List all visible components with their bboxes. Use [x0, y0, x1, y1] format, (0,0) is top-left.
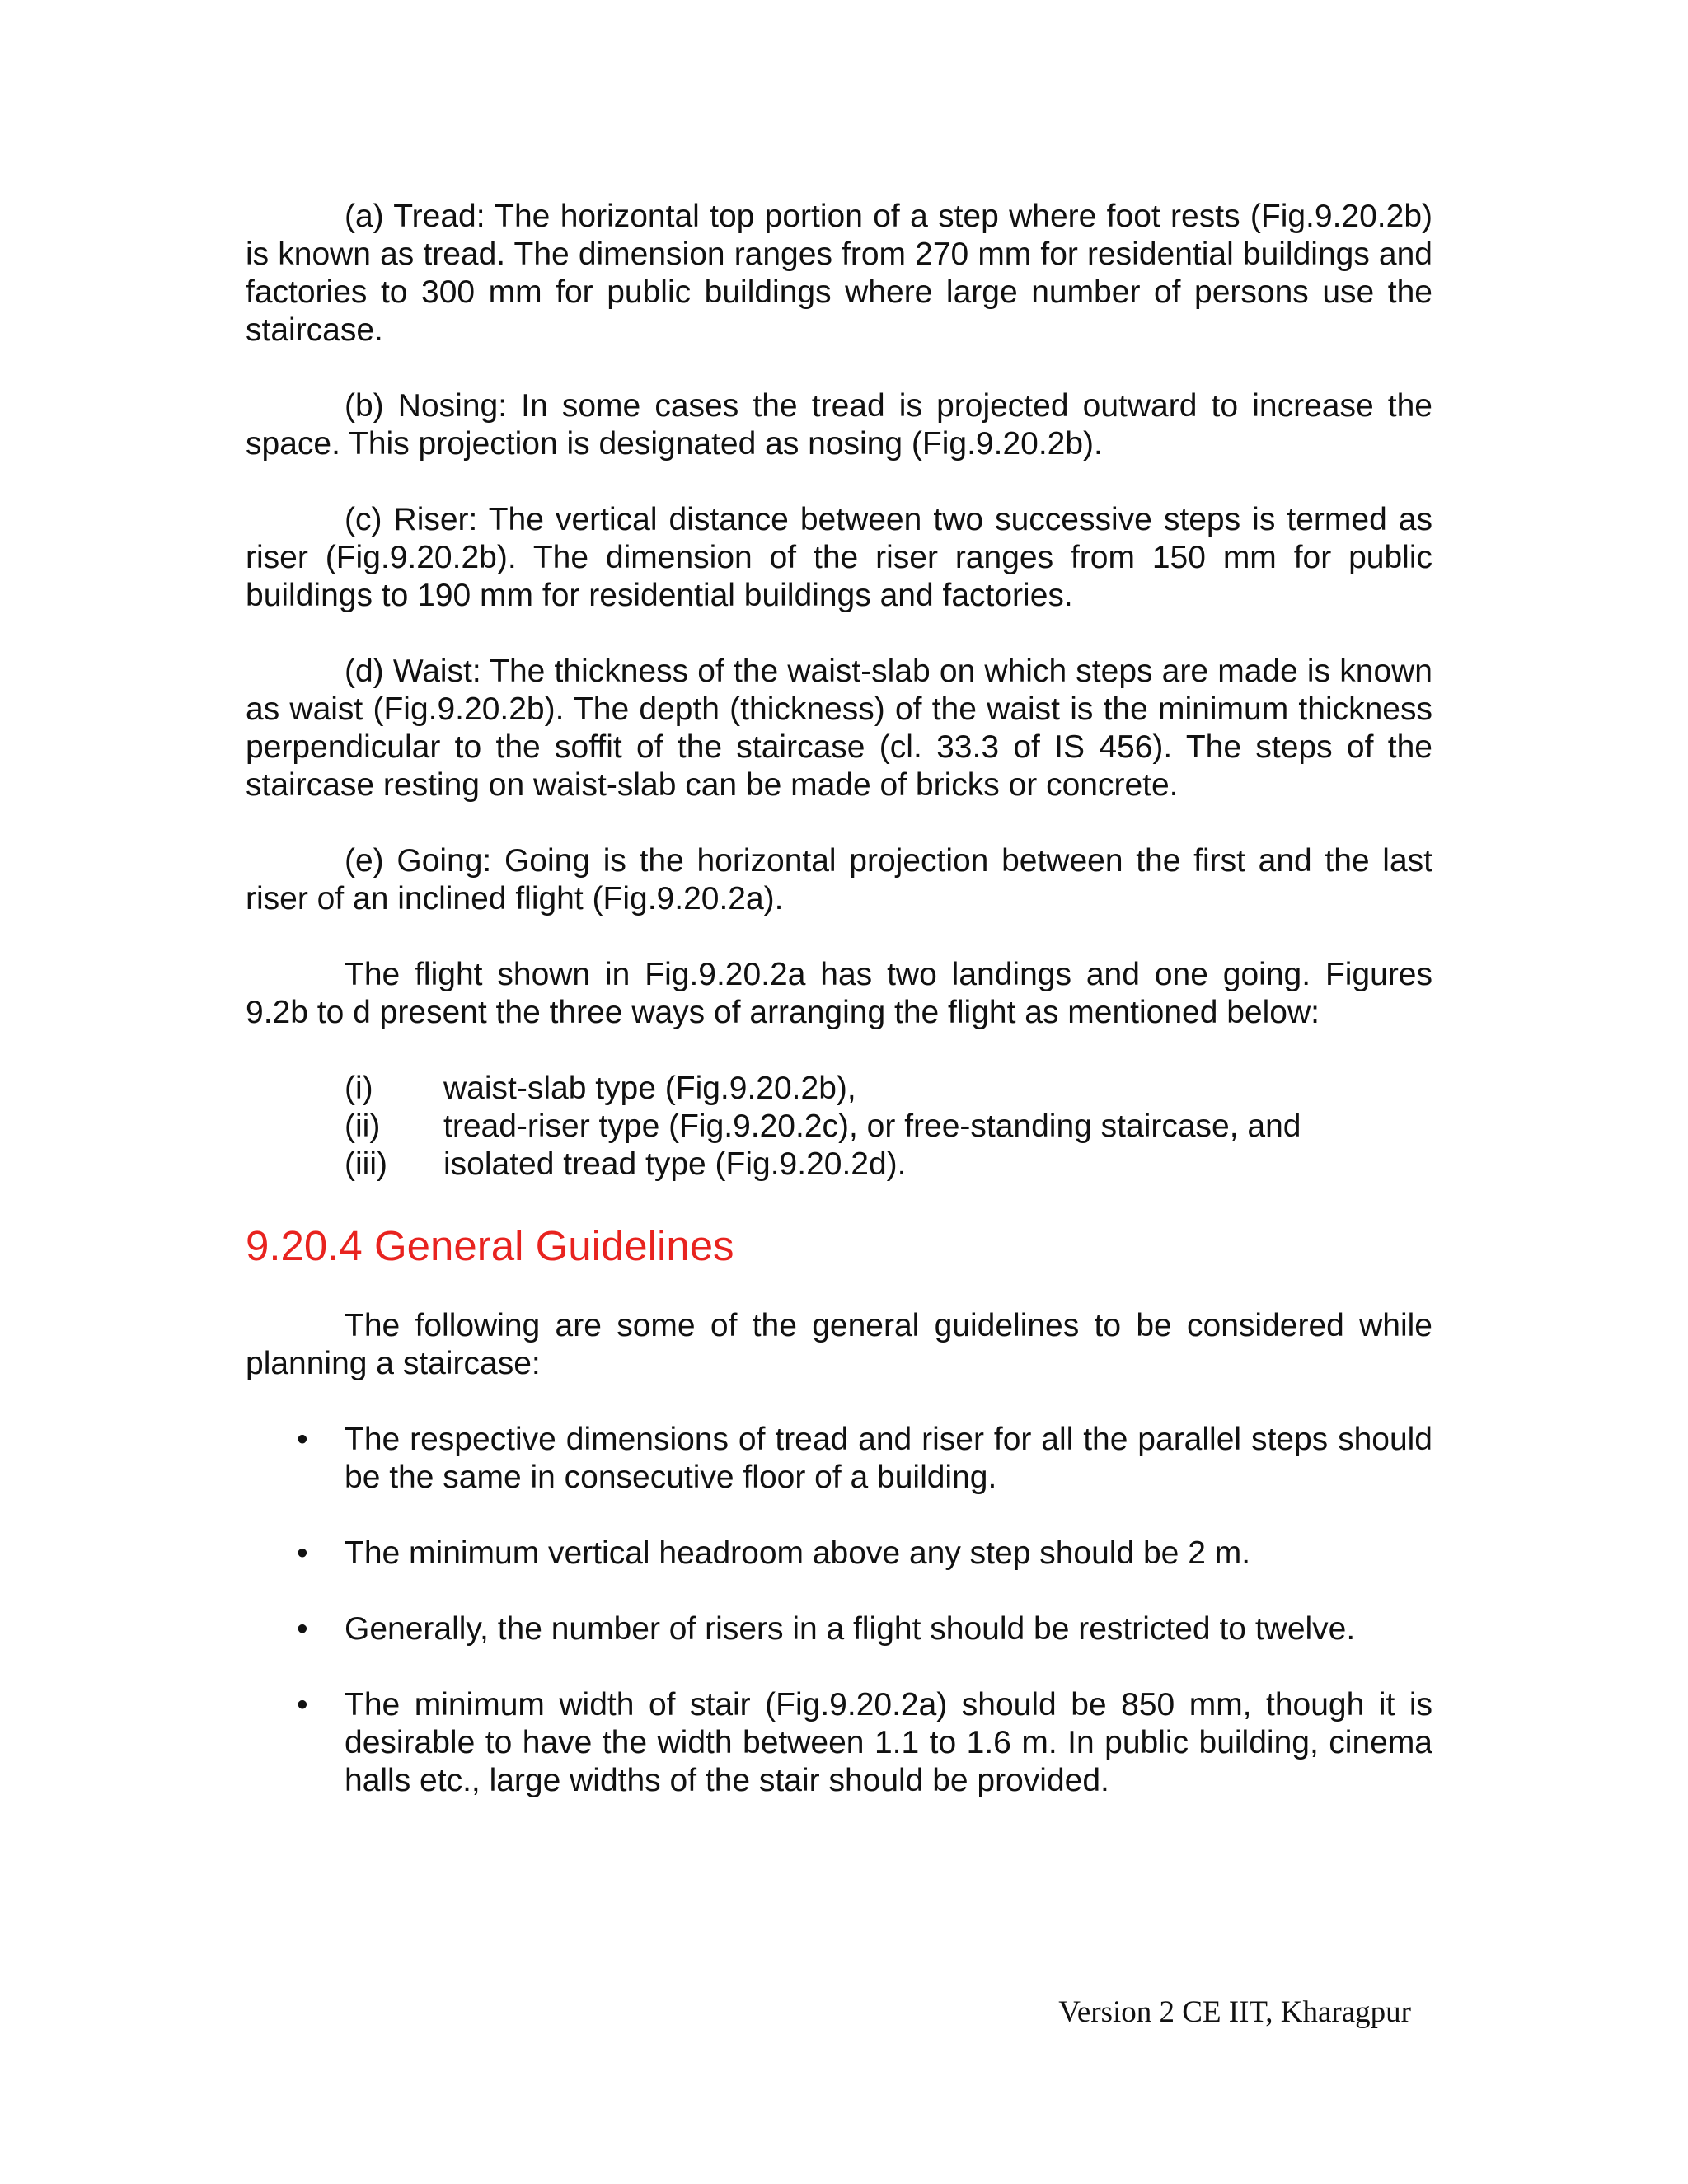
guidelines-list	[246, 1421, 1432, 1800]
flight-types-list	[246, 1070, 1432, 1183]
list-item	[246, 1146, 1432, 1183]
paragraph-waist: (d) Waist: The thickness of the waist-slab on which steps are made is known as waist (Fig.9.20.2b). The depth (thickness) of the waist is the minimum thickness perpendicular to the soffit of the staircase (cl. 33.3 of IS 456). The steps of the staircase resting on waist-slab can be made of bricks or concrete.	[246, 654, 1432, 803]
list-item	[246, 1421, 1432, 1497]
list-item-number: (i)	[345, 1071, 373, 1106]
page-footer: Version 2 CE IIT, Kharagpur	[1058, 1995, 1411, 2029]
bullet-icon: •	[297, 1535, 308, 1571]
bullet-icon: •	[297, 1422, 308, 1457]
list-item-text: The minimum width of stair (Fig.9.20.2a) should be 850 mm, though it is desirable to have the width between 1.1 to 1.6 m. In public building, cinema halls etc., large widths of the stair should be provided.	[345, 1687, 1432, 1798]
list-item-text: Generally, the number of risers in a flight should be restricted to twelve.	[345, 1611, 1356, 1647]
list-item	[246, 1535, 1432, 1572]
paragraph-tread: (a) Tread: The horizontal top portion of a step where foot rests (Fig.9.20.2b) is known as tread. The dimension ranges from 270 mm for residential buildings and factories to 300 mm for public buildings where large number of persons use the staircase.	[246, 199, 1432, 348]
list-item-number: (iii)	[345, 1146, 387, 1182]
list-item	[246, 1070, 1432, 1108]
bullet-icon: •	[297, 1611, 308, 1647]
list-item-text: The respective dimensions of tread and riser for all the parallel steps should be the same in consecutive floor of a building.	[345, 1422, 1432, 1495]
list-item-text: isolated tread type (Fig.9.20.2d).	[443, 1146, 907, 1182]
list-item-text: tread-riser type (Fig.9.20.2c), or free-standing staircase, and	[443, 1108, 1301, 1144]
list-item-text: waist-slab type (Fig.9.20.2b),	[443, 1071, 856, 1106]
list-item	[246, 1610, 1432, 1648]
section-intro: The following are some of the general guidelines to be considered while planning a staircase:	[246, 1308, 1432, 1381]
list-item	[246, 1686, 1432, 1800]
paragraph-riser: (c) Riser: The vertical distance between two successive steps is termed as riser (Fig.9.20.2b). The dimension of the riser ranges from 150 mm for public buildings to 190 mm for residential buildings and factories.	[246, 502, 1432, 613]
list-item	[246, 1108, 1432, 1146]
paragraph-going: (e) Going: Going is the horizontal projection between the first and the last riser of an inclined flight (Fig.9.20.2a).	[246, 843, 1432, 916]
paragraph-nosing: (b) Nosing: In some cases the tread is projected outward to increase the space. This projection is designated as nosing (Fig.9.20.2b).	[246, 388, 1432, 462]
document-body	[246, 198, 1432, 1838]
list-item-number: (ii)	[345, 1108, 381, 1144]
section-heading: 9.20.4 General Guidelines	[246, 1222, 734, 1269]
bullet-icon: •	[297, 1687, 308, 1722]
list-item-text: The minimum vertical headroom above any step should be 2 m.	[345, 1535, 1251, 1571]
paragraph-flight: The flight shown in Fig.9.20.2a has two landings and one going. Figures 9.2b to d present the three ways of arranging the flight as mentioned below:	[246, 957, 1432, 1030]
